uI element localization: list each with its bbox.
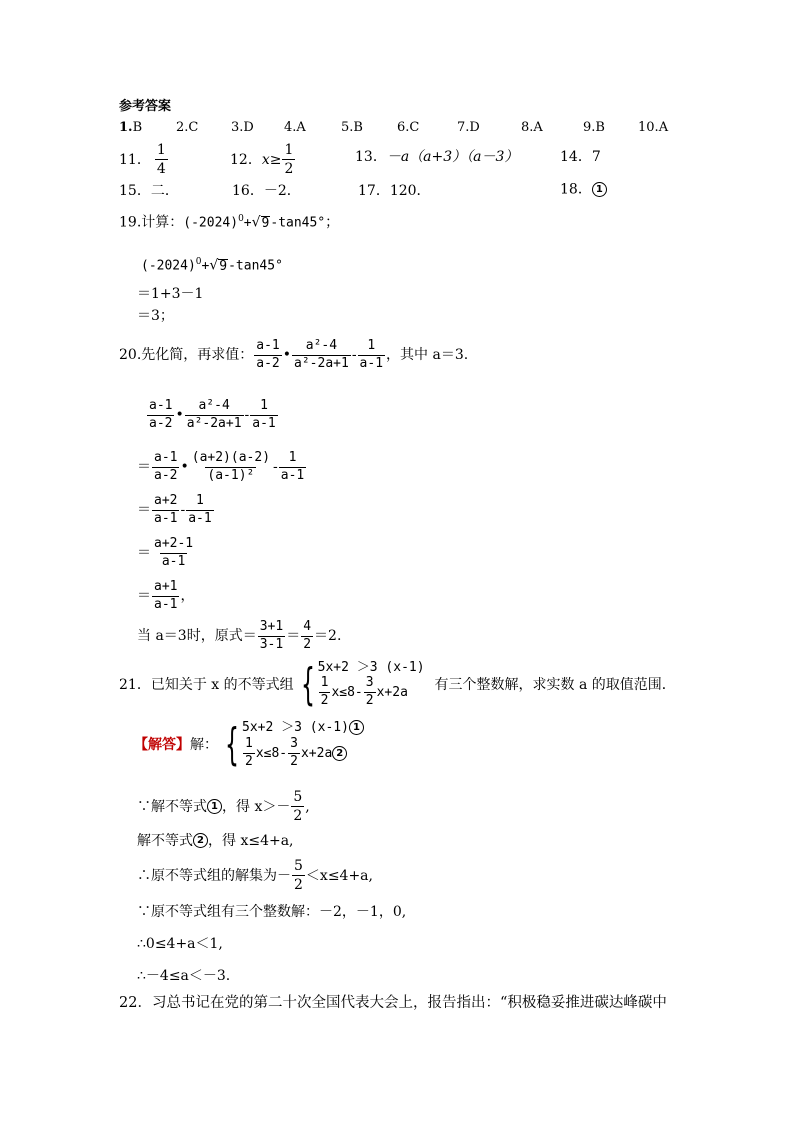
q19-expr-c: -tan45° — [270, 215, 326, 231]
q19-expr-a: (-2024) — [183, 215, 239, 231]
q20-final-f1-den: 3-1 — [259, 636, 284, 652]
mc-number: 4. — [284, 120, 297, 135]
q20-step2 — [137, 451, 307, 484]
q21-a-ineq2 — [242, 737, 364, 770]
mc-number: 2. — [176, 120, 189, 135]
mc-answer-4 — [284, 121, 306, 134]
q20-f3-num: 1 — [367, 338, 376, 353]
q20-step1 — [146, 399, 279, 432]
q21-half-den: 2 — [320, 692, 329, 708]
mc-answer-6 — [397, 121, 419, 134]
q21-l2-text: 解不等式 — [137, 832, 193, 849]
q19-label: 19.计算： — [119, 214, 184, 231]
q13-label: 13． — [355, 149, 387, 165]
q20-f1-num: a-1 — [256, 338, 280, 353]
q20-step4 — [137, 537, 196, 570]
q19-tail: ； — [325, 214, 340, 231]
q21-a-half — [243, 737, 255, 770]
q20-s4-f1-num: a+2-1 — [154, 536, 194, 551]
q21-line4: ∵原不等式组有三个整数解：－2，－1，0, — [137, 904, 407, 920]
q20-s2-f2-den: (a-1)² — [207, 467, 255, 483]
q17-text: 120． — [389, 183, 431, 199]
q21-threehalf-den: 2 — [365, 692, 374, 708]
q21-l2-circle: 2 — [193, 833, 208, 848]
q21-a-ineq2-tail: x+2a — [300, 745, 333, 761]
q21-a-threehalf-den: 2 — [290, 753, 298, 769]
mc-letter: A — [533, 120, 543, 135]
q13-text: －a（a+3）（a－3） — [386, 149, 519, 165]
q20-f3-den: a-1 — [359, 355, 384, 371]
q21-l1b: ，得 x＞－ — [222, 798, 291, 815]
q18-circle: 1 — [592, 182, 607, 197]
q20-final — [137, 620, 341, 653]
q20-s2-f3 — [279, 451, 306, 484]
q21-l3-num: 5 — [294, 858, 303, 874]
q14-answer — [560, 150, 601, 164]
q20-s5-f1-num: a+1 — [154, 579, 178, 594]
mc-letter: B — [353, 120, 363, 135]
q21-half — [319, 676, 331, 709]
q21-a-ineq2-lead: x≤8- — [255, 745, 288, 761]
q20-minus: - — [351, 347, 357, 364]
mc-number: 1. — [119, 120, 133, 135]
q20-s4-f1 — [152, 537, 195, 570]
q20-s1-f3-num: 1 — [260, 398, 268, 413]
q20-final-eq: ＝ — [286, 628, 301, 645]
q20-s1-f2-num: a²-4 — [198, 398, 230, 413]
q20-final-f2 — [301, 620, 313, 653]
q21-l1-den: 2 — [293, 808, 303, 825]
q21-line1 — [137, 789, 310, 824]
q19-r-expr-b: + — [201, 258, 210, 274]
q21-l3-tail: ＜x≤4+a, — [305, 867, 373, 884]
q21-threehalf-num: 3 — [365, 675, 374, 690]
q21-a-circle2: 2 — [332, 746, 347, 761]
q12-fraction — [282, 142, 295, 177]
q15-text: 二． — [150, 183, 179, 199]
q21-label: 21．已知关于 x 的不等式组 — [119, 676, 294, 693]
q11-fraction — [155, 142, 168, 177]
mc-letter: A — [658, 120, 669, 135]
q13-answer — [355, 150, 518, 164]
q20-s1-f3-den: a-1 — [252, 415, 276, 431]
q20-s2-f1 — [152, 451, 179, 484]
mc-answer-7 — [457, 121, 480, 134]
q20-s3-eq: ＝ — [137, 502, 151, 519]
q21-l1-frac — [291, 789, 304, 824]
q20-f1 — [254, 339, 281, 372]
q20-s1-f1-den: a-2 — [149, 415, 173, 431]
q21-a-half-den: 2 — [245, 753, 253, 769]
q21-line5: ∴0≤4+a＜1, — [137, 936, 223, 952]
q20-f1-den: a-2 — [256, 355, 280, 371]
page-title: 参考答案 — [119, 99, 172, 114]
q21-system — [294, 658, 425, 710]
q11-label: 11． — [119, 151, 151, 168]
mc-answer-2 — [176, 121, 198, 134]
q19-r-expr-c: -tan45° — [228, 258, 283, 274]
q12-lead: x≥ — [261, 151, 282, 168]
q20-f2 — [292, 339, 351, 372]
q21-tail: 有三个整数解，求实数 a 的取值范围． — [434, 676, 676, 693]
q21-answer-system — [218, 720, 364, 770]
q20-final-f2-den: 2 — [303, 636, 312, 652]
q19-step1: ＝1+3－1 — [137, 286, 204, 302]
mc-letter: B — [132, 120, 143, 135]
q20-s1-f1 — [147, 399, 174, 432]
q21-l3-den: 2 — [294, 877, 303, 894]
q20-s4-eq: ＝ — [137, 545, 151, 562]
q21-answer-head — [134, 720, 364, 770]
q21-ineq2-lead: x≤8- — [331, 684, 363, 700]
q20-final-f1-num: 3+1 — [259, 619, 284, 634]
q20-s1-f1-num: a-1 — [149, 398, 173, 413]
q21-prompt — [119, 658, 676, 710]
q12-label: 12． — [230, 151, 262, 168]
mc-letter: B — [595, 120, 605, 135]
q20-step5 — [137, 580, 194, 613]
q19-sqrt: 9 — [261, 215, 270, 231]
q22-prompt: 22．习总书记在党的第二十次全国代表大会上，报告指出：“积极稳妥推进碳达峰碳中 — [119, 995, 667, 1011]
q19-r-sup: 0 — [195, 257, 202, 267]
mc-number: 7. — [457, 120, 470, 135]
q20-final-lead: 当 a＝3时，原式＝ — [137, 628, 257, 645]
q19-expr-b: + — [243, 215, 252, 231]
mc-answer-8 — [521, 121, 543, 134]
q21-line3 — [137, 858, 373, 893]
q20-s3-minus: - — [180, 502, 186, 519]
q21-ineq2-tail: x+2a — [376, 684, 408, 700]
q21-a-ineq1 — [242, 720, 364, 735]
q19-sup: 0 — [238, 214, 244, 224]
q20-final-f2-num: 4 — [303, 619, 312, 634]
mc-number: 9. — [583, 120, 596, 135]
q21-a-circle1: 1 — [349, 720, 364, 735]
q21-a-threehalf-num: 3 — [290, 736, 298, 751]
mc-letter: D — [469, 120, 480, 135]
q16-label: 16． — [232, 183, 264, 199]
mc-answer-5 — [341, 121, 363, 134]
q20-prompt — [119, 339, 468, 372]
q20-s1-minus: - — [244, 407, 250, 424]
q19-r-expr-a: (-2024) — [141, 258, 196, 274]
mc-letter: C — [188, 120, 199, 135]
q21-threehalf — [364, 676, 376, 709]
q11-num: 1 — [156, 142, 166, 158]
q14-label: 14． — [560, 149, 592, 165]
mc-answer-1 — [119, 121, 142, 134]
q19-restate: $(-2024)^0+√9-\tan 45^\circ$ — [141, 257, 283, 274]
q11-den: 4 — [156, 161, 166, 178]
q20-s1-f2-den: a²-2a+1 — [186, 415, 242, 431]
q16-answer — [232, 184, 301, 198]
q20-tail: ，其中 a＝3. — [386, 347, 469, 364]
q15-answer — [119, 184, 179, 198]
q17-answer — [358, 184, 431, 198]
mc-letter: D — [243, 120, 254, 135]
q12-den: 2 — [284, 161, 294, 178]
q20-s1-dot: • — [175, 407, 184, 424]
mc-answer-10 — [638, 121, 668, 134]
q20-final-f1 — [258, 620, 285, 653]
q20-s3-f1 — [152, 494, 179, 527]
q20-s2-f3-num: 1 — [288, 450, 297, 465]
q21-ineq2 — [318, 676, 425, 709]
q19-step2: ＝3； — [137, 308, 174, 324]
q21-a-half-num: 1 — [245, 736, 253, 751]
mc-number: 6. — [397, 120, 410, 135]
q20-s2-eq: ＝ — [137, 459, 151, 476]
q21-answer-tag: 【解答】 — [134, 736, 190, 753]
mc-letter: C — [409, 120, 420, 135]
mc-number: 8. — [521, 120, 534, 135]
q21-ineq1: 5x+2 ＞3 (x-1) — [317, 660, 425, 675]
mc-number: 5. — [341, 120, 354, 135]
q20-s2-dot: • — [180, 459, 189, 476]
q21-l3-text: ∴原不等式组的解集为－ — [137, 867, 291, 884]
q16-text: －2． — [263, 183, 301, 199]
q20-final-tail: ＝2. — [314, 628, 342, 645]
q20-s5-f1-den: a-1 — [154, 596, 178, 612]
q21-l3-frac — [292, 858, 305, 893]
q20-s2-f2 — [190, 451, 272, 484]
q18-answer — [560, 182, 607, 197]
q20-s1-f3 — [250, 399, 277, 432]
q20-label: 20.先化简，再求值： — [119, 347, 254, 364]
mc-number: 10. — [638, 120, 659, 135]
q21-l1-circle: 1 — [207, 799, 222, 814]
q18-label: 18． — [560, 181, 592, 198]
q21-answer-brace: { — [225, 718, 239, 770]
q20-f2-den: a²-2a+1 — [294, 355, 349, 371]
q21-l1-tail: , — [305, 798, 310, 815]
q20-dot: • — [282, 347, 292, 364]
q21-l2b: ，得 x≤4+a, — [208, 832, 294, 849]
q12-num: 1 — [284, 142, 294, 158]
q20-f2-num: a²-4 — [305, 338, 338, 353]
q20-s2-f2-num: (a+2)(a-2) — [191, 450, 271, 465]
q20-s2-f3-den: a-1 — [280, 467, 305, 483]
q20-s2-f1-den: a-2 — [154, 467, 178, 483]
q21-l1-text: ∵解不等式 — [137, 798, 207, 815]
q20-s3-f2 — [186, 494, 213, 527]
q17-label: 17． — [358, 183, 390, 199]
q21-half-num: 1 — [320, 675, 329, 690]
q20-s3-f1-num: a+2 — [154, 493, 178, 508]
q21-line6: ∴－4≤a＜－3. — [137, 968, 231, 984]
q20-s1-f2 — [185, 399, 244, 432]
q21-answer-lead: 解： — [190, 736, 218, 753]
mc-answer-3 — [231, 121, 254, 134]
mc-number: 3. — [231, 120, 244, 135]
q12-answer — [230, 142, 296, 177]
q20-s5-comma: ， — [180, 588, 195, 605]
q20-f3 — [358, 339, 385, 372]
q21-a-ineq1-text: 5x+2 ＞3 (x-1) — [242, 720, 349, 735]
q20-step3 — [137, 494, 215, 527]
q21-l1-num: 5 — [293, 789, 303, 805]
q20-s3-f2-den: a-1 — [188, 510, 212, 526]
q20-s5-f1 — [152, 580, 179, 613]
q21-line2 — [137, 833, 294, 848]
q11-answer — [119, 142, 169, 177]
q20-s2-f1-num: a-1 — [154, 450, 178, 465]
q20-s2-minus: - — [273, 459, 278, 476]
q20-s3-f2-num: 1 — [196, 493, 204, 508]
q20-s5-eq: ＝ — [137, 588, 151, 605]
q20-s3-f1-den: a-1 — [154, 510, 178, 526]
q20-s4-f1-den: a-1 — [161, 553, 186, 569]
q19-r-sqrt: 9 — [219, 258, 228, 274]
q15-label: 15． — [119, 183, 151, 199]
mc-answer-9 — [583, 121, 605, 134]
q21-brace: { — [300, 658, 315, 710]
q21-a-threehalf — [288, 737, 300, 770]
q14-text: 7 — [591, 149, 601, 165]
q19-prompt: 19.计算：$(-2024)^0+√9-\tan 45^\circ$； — [119, 214, 340, 231]
mc-letter: A — [296, 120, 306, 135]
